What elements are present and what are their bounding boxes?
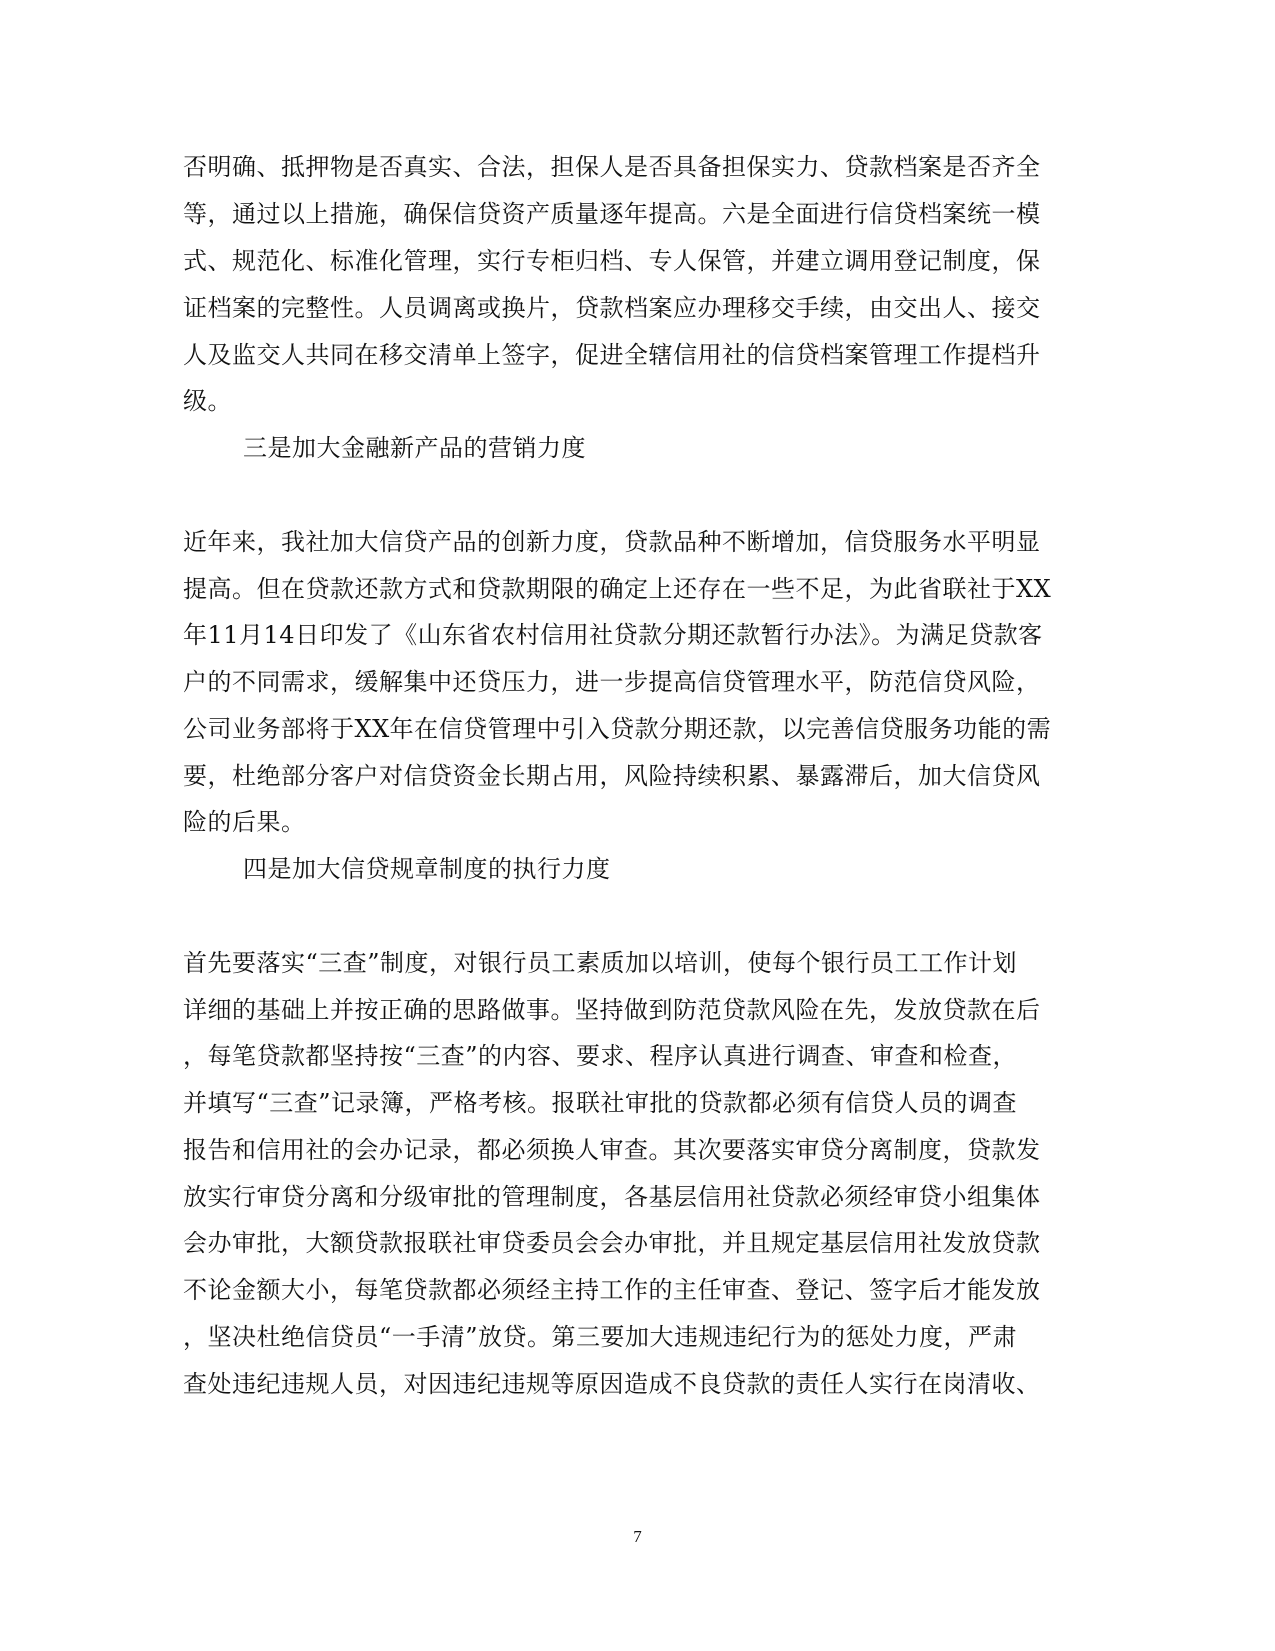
paragraph-line: 放实行审贷分离和分级审批的管理制度，各基层信用社贷款必须经审贷小组集体 bbox=[183, 1183, 1041, 1211]
paragraph-line: 级。 bbox=[183, 387, 232, 415]
paragraph-line: 户的不同需求，缓解集中还贷压力，进一步提高信贷管理水平，防范信贷风险， bbox=[183, 668, 1041, 696]
paragraph-line: ，每笔贷款都坚持按“三查”的内容、要求、程序认真进行调查、审查和检查， bbox=[183, 1042, 1018, 1070]
section-heading: 四是加大信贷规章制度的执行力度 bbox=[243, 855, 611, 883]
paragraph-line: 公司业务部将于XX年在信贷管理中引入贷款分期还款，以完善信贷服务功能的需 bbox=[183, 715, 1052, 743]
paragraph-line: 否明确、抵押物是否真实、合法，担保人是否具备担保实力、贷款档案是否齐全 bbox=[183, 153, 1041, 181]
paragraph-line: 报告和信用社的会办记录，都必须换人审查。其次要落实审贷分离制度，贷款发 bbox=[183, 1136, 1041, 1164]
paragraph-line: 式、规范化、标准化管理，实行专柜归档、专人保管，并建立调用登记制度，保 bbox=[183, 247, 1041, 275]
paragraph-line: 并填写“三查”记录簿，严格考核。报联社审批的贷款都必须有信贷人员的调查 bbox=[183, 1089, 1018, 1117]
section-heading: 三是加大金融新产品的营销力度 bbox=[243, 434, 586, 462]
paragraph-line: 证档案的完整性。人员调离或换片，贷款档案应办理移交手续，由交出人、接交 bbox=[183, 294, 1041, 322]
paragraph-line: 等，通过以上措施，确保信贷资产质量逐年提高。六是全面进行信贷档案统一模 bbox=[183, 200, 1041, 228]
page-number: 7 bbox=[633, 1527, 642, 1546]
paragraph-line: 提高。但在贷款还款方式和贷款期限的确定上还存在一些不足，为此省联社于XX bbox=[183, 575, 1052, 603]
paragraph-line: 险的后果。 bbox=[183, 808, 306, 836]
paragraph-line: 查处违纪违规人员，对因违纪违规等原因造成不良贷款的责任人实行在岗清收、 bbox=[183, 1370, 1041, 1398]
paragraph-line: 年11月14日印发了《山东省农村信用社贷款分期还款暂行办法》。为满足贷款客 bbox=[183, 621, 1043, 649]
paragraph-line: 详细的基础上并按正确的思路做事。坚持做到防范贷款风险在先，发放贷款在后 bbox=[183, 996, 1041, 1024]
paragraph-line: 人及监交人共同在移交清单上签字，促进全辖信用社的信贷档案管理工作提档升 bbox=[183, 341, 1041, 369]
paragraph-line: 要，杜绝部分客户对信贷资金长期占用，风险持续积累、暴露滞后，加大信贷风 bbox=[183, 762, 1041, 790]
paragraph-line: 不论金额大小，每笔贷款都必须经主持工作的主任审查、登记、签字后才能发放 bbox=[183, 1276, 1041, 1304]
paragraph-line: 会办审批，大额贷款报联社审贷委员会会办审批，并且规定基层信用社发放贷款 bbox=[183, 1229, 1041, 1257]
paragraph-line: 近年来，我社加大信贷产品的创新力度，贷款品种不断增加，信贷服务水平明显 bbox=[183, 528, 1041, 556]
paragraph-line: 首先要落实“三查”制度，对银行员工素质加以培训，使每个银行员工工作计划 bbox=[183, 949, 1018, 977]
paragraph-line: ，坚决杜绝信贷员“一手清”放贷。第三要加大违规违纪行为的惩处力度，严肃 bbox=[183, 1323, 1018, 1351]
